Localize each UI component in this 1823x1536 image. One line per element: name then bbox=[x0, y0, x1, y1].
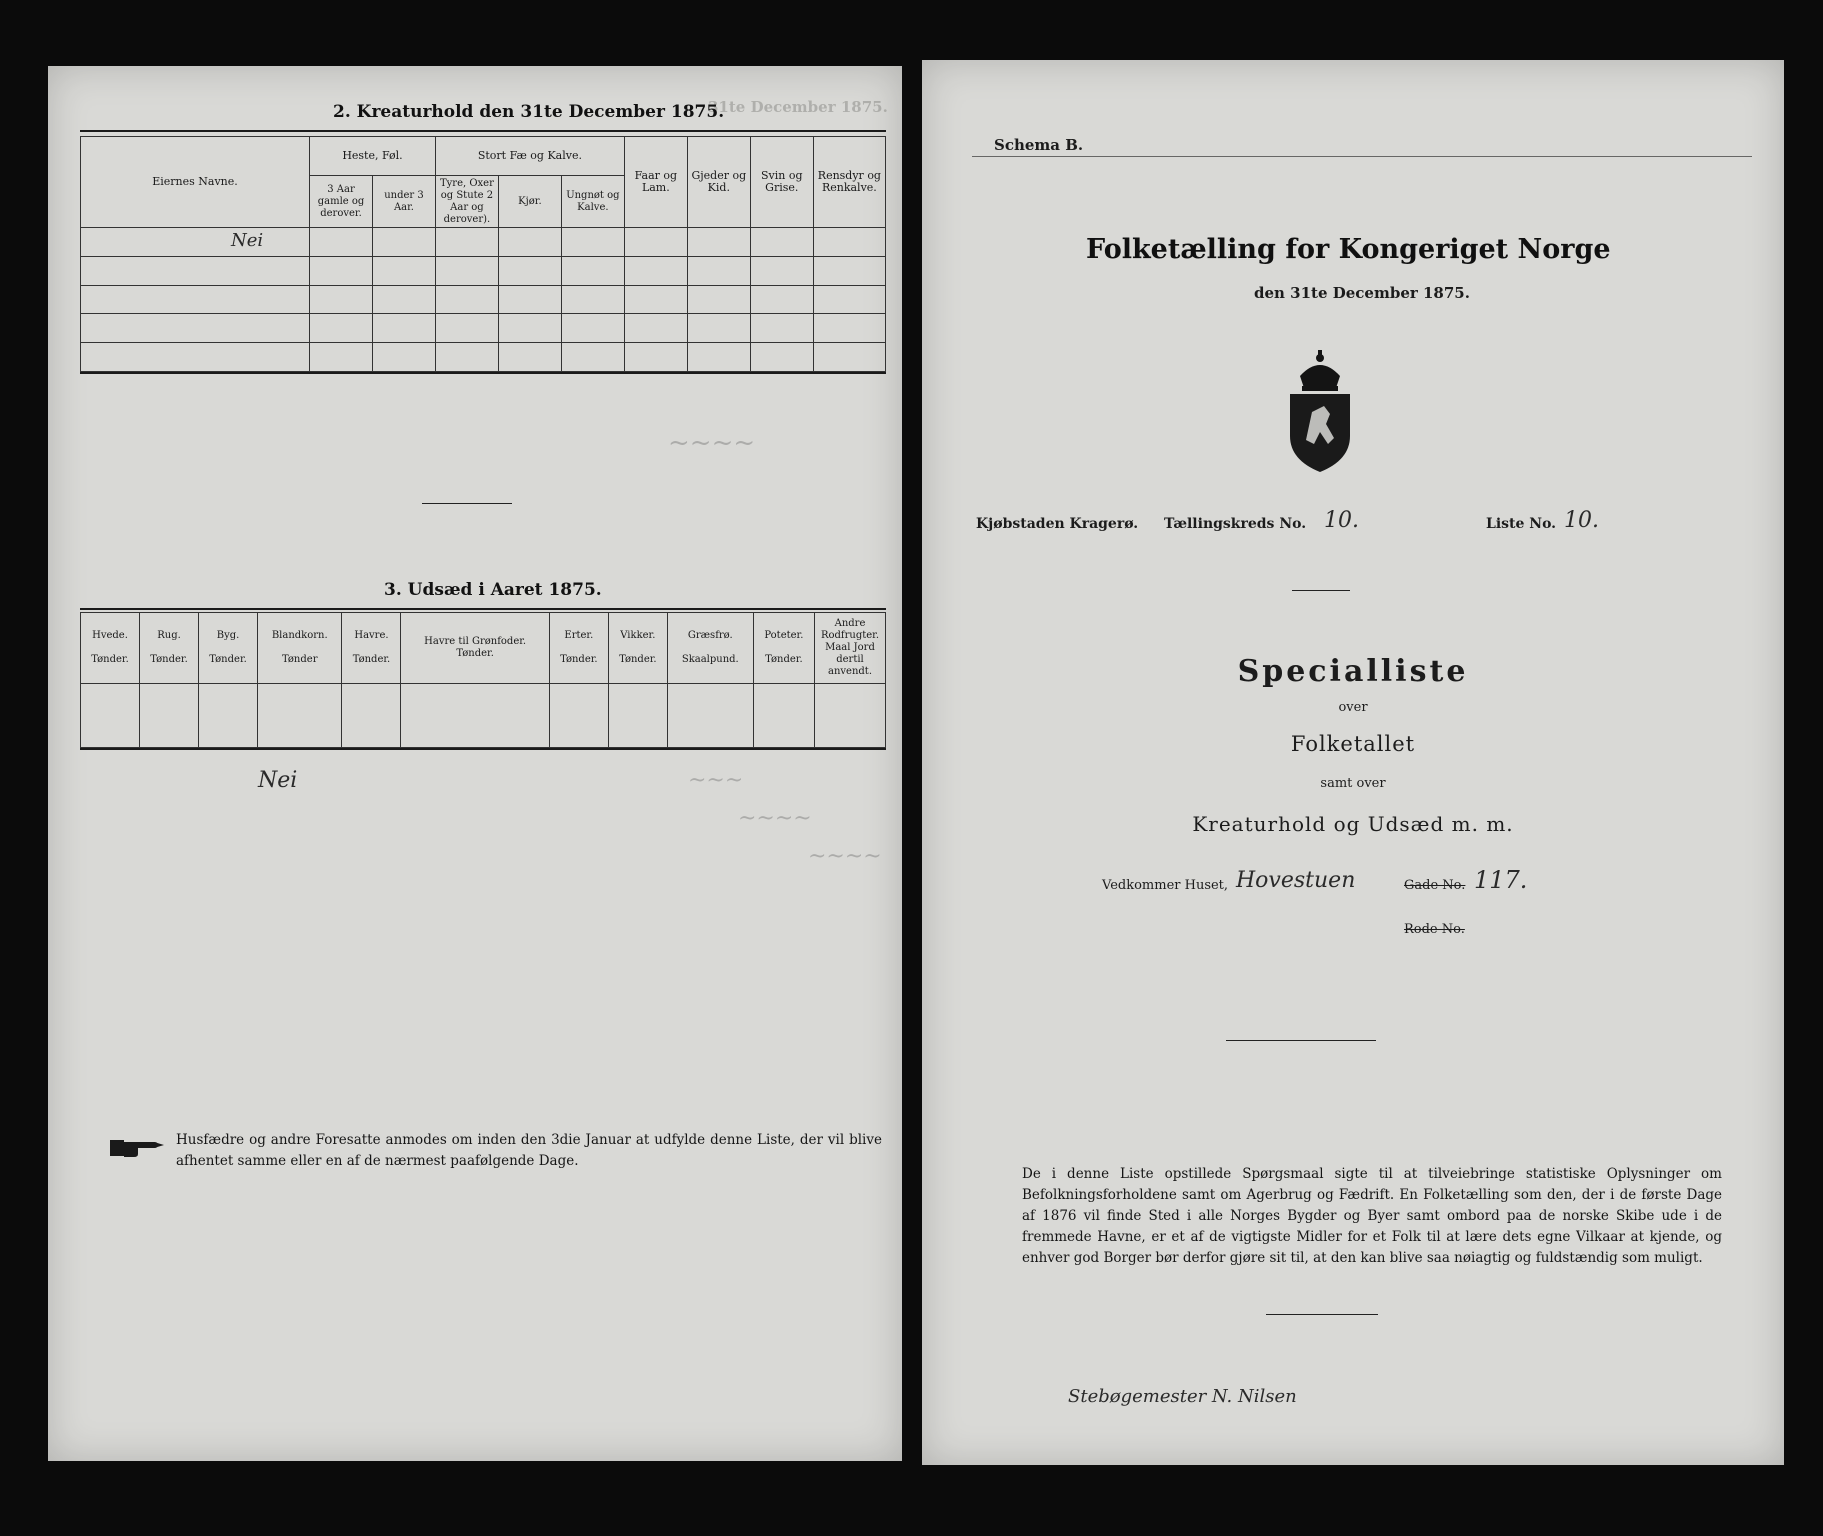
sowing-col-name: Havre. bbox=[354, 630, 389, 642]
sowing-bottom-rule bbox=[80, 748, 886, 750]
document-subtitle: den 31te December 1875. bbox=[1254, 284, 1470, 302]
col-cattle-a-header: Tyre, Oxer og Stute 2 Aar og derover). bbox=[435, 175, 498, 227]
bleed-through-handwriting: ~~~~ bbox=[738, 806, 812, 831]
coat-of-arms-icon bbox=[1280, 348, 1360, 476]
over-text: over bbox=[1338, 700, 1368, 715]
kreaturhold-text: Kreaturhold og Udsæd m. m. bbox=[1192, 812, 1514, 836]
schema-label: Schema B. bbox=[994, 136, 1084, 154]
bottom-divider bbox=[1266, 1314, 1378, 1315]
house-name-hand: Hovestuen bbox=[1236, 868, 1356, 893]
sowing-col-unit: Tønder. bbox=[209, 654, 247, 666]
sowing-entry-hand: Nei bbox=[258, 768, 298, 793]
sowing-col-unit: Tønder. bbox=[150, 654, 188, 666]
pointing-hand-icon bbox=[108, 1136, 168, 1160]
gade-label: Gade No. bbox=[1404, 878, 1466, 893]
sowing-col-name: Rug. bbox=[157, 630, 181, 642]
right-page bbox=[922, 60, 1784, 1465]
folketallet-text: Folketallet bbox=[1290, 732, 1416, 756]
sowing-col-name: Hvede. bbox=[92, 630, 128, 642]
short-divider bbox=[1292, 590, 1350, 591]
table-row bbox=[81, 257, 886, 286]
table-bottom-rule bbox=[80, 372, 886, 374]
col-cattle-header: Stort Fæ og Kalve. bbox=[435, 137, 624, 176]
col-pigs-header: Svin og Grise. bbox=[750, 137, 813, 228]
town-label: Kjøbstaden Kragerø. bbox=[976, 516, 1139, 532]
col-reindeer-header: Rensdyr og Renkalve. bbox=[813, 137, 885, 228]
sowing-col-name: Havre til Grønfoder. bbox=[424, 636, 527, 648]
col-owner-header: Eiernes Navne. bbox=[81, 137, 310, 228]
district-value-hand: 10. bbox=[1324, 508, 1359, 533]
sowing-col-name: Blandkorn. bbox=[271, 630, 328, 642]
sowing-col-unit: Tønder. bbox=[560, 654, 598, 666]
gade-value-hand: 117. bbox=[1474, 866, 1528, 894]
bleed-through-handwriting: ~~~~ bbox=[808, 844, 882, 869]
col-horse-header: Heste, Føl. bbox=[310, 137, 436, 176]
sowing-col-unit: Skaalpund. bbox=[681, 654, 739, 666]
sowing-top-rule bbox=[80, 608, 886, 610]
livestock-table bbox=[80, 136, 886, 372]
table-row bbox=[81, 285, 886, 314]
mid-divider bbox=[1226, 1040, 1376, 1041]
sowing-col-unit: Tønder. bbox=[91, 654, 129, 666]
district-label: Tællingskreds No. bbox=[1164, 516, 1307, 532]
col-cattle-c-header: Ungnøt og Kalve. bbox=[561, 175, 624, 227]
left-page bbox=[48, 66, 902, 1461]
sowing-col-unit: Tønder bbox=[282, 654, 318, 666]
document-title: Folketælling for Kongeriget Norge bbox=[1086, 234, 1611, 265]
top-rule bbox=[80, 130, 886, 132]
list-value-hand: 10. bbox=[1564, 508, 1599, 533]
table-row bbox=[81, 684, 886, 748]
sowing-col-name: Andre Rodfrugter. bbox=[820, 618, 880, 642]
house-label: Vedkommer Huset, bbox=[1102, 878, 1229, 893]
sowing-col-name: Vikker. bbox=[620, 630, 656, 642]
sowing-table bbox=[80, 612, 886, 748]
sowing-col-name: Byg. bbox=[216, 630, 240, 642]
explanatory-paragraph: De i denne Liste opstillede Spørgsmaal sigte til at tilveiebringe statistiske Oplysninger om Befolkningsforholdene samt om Agerbrug og Fædrift. En Folketælling som den, der i de første Dage af 1876 vil finde Sted i alle Norges Bygder og Byer samt ombord paa de norske Skibe ude i de fremmede Havne, er et af de vigtigste Midler for et Folk til at lære dets egne Vilkaar at kjende, og enhver god Borger bør derfor gjøre sit til, at den kan blive saa nøiagtig og fuldstændig som muligt. bbox=[1022, 1166, 1722, 1266]
sowing-col-name: Erter. bbox=[564, 630, 594, 642]
schema-rule bbox=[972, 156, 1752, 157]
rode-label: Rode No. bbox=[1404, 922, 1465, 937]
livestock-entry-hand: Nei bbox=[231, 229, 264, 251]
col-horse-b-header: under 3 Aar. bbox=[372, 175, 435, 227]
short-divider bbox=[422, 503, 512, 504]
sowing-col-unit: Tønder. bbox=[765, 654, 803, 666]
table-row bbox=[81, 314, 886, 343]
sowing-col-unit: Tønder. bbox=[352, 654, 391, 666]
sowing-col-unit: Maal Jord dertil anvendt. bbox=[825, 642, 875, 678]
bleed-through-handwriting: ~~~~ bbox=[668, 428, 756, 458]
col-sheep-header: Faar og Lam. bbox=[624, 137, 687, 228]
table-row bbox=[81, 343, 886, 372]
sowing-col-unit: Tønder. bbox=[456, 648, 494, 660]
list-label: Liste No. bbox=[1486, 516, 1557, 532]
notice-text: Husfædre og andre Foresatte anmodes om inden den 3die Januar at udfylde denne Liste, der vil blive afhentet samme eller en af de nærmest paafølgende Dage. bbox=[176, 1132, 882, 1169]
section-3-title: 3. Udsæd i Aaret 1875. bbox=[384, 580, 602, 600]
bleed-through-handwriting: ~~~ bbox=[688, 768, 744, 793]
table-row bbox=[81, 228, 886, 257]
signature-hand: Stebøgemester N. Nilsen bbox=[1068, 1386, 1297, 1407]
col-cattle-b-header: Kjør. bbox=[498, 175, 561, 227]
sowing-col-unit: Tønder. bbox=[619, 654, 657, 666]
sowing-col-name: Poteter. bbox=[764, 630, 804, 642]
sowing-col-name: Græsfrø. bbox=[687, 630, 733, 642]
specialliste-heading: Specialliste bbox=[1237, 654, 1469, 689]
col-goats-header: Gjeder og Kid. bbox=[687, 137, 750, 228]
bleed-through-header: 31te December 1875. bbox=[708, 98, 888, 116]
section-2-title: 2. Kreaturhold den 31te December 1875. bbox=[333, 102, 725, 122]
col-horse-a-header: 3 Aar gamle og derover. bbox=[310, 175, 373, 227]
samt-over-text: samt over bbox=[1320, 776, 1386, 791]
